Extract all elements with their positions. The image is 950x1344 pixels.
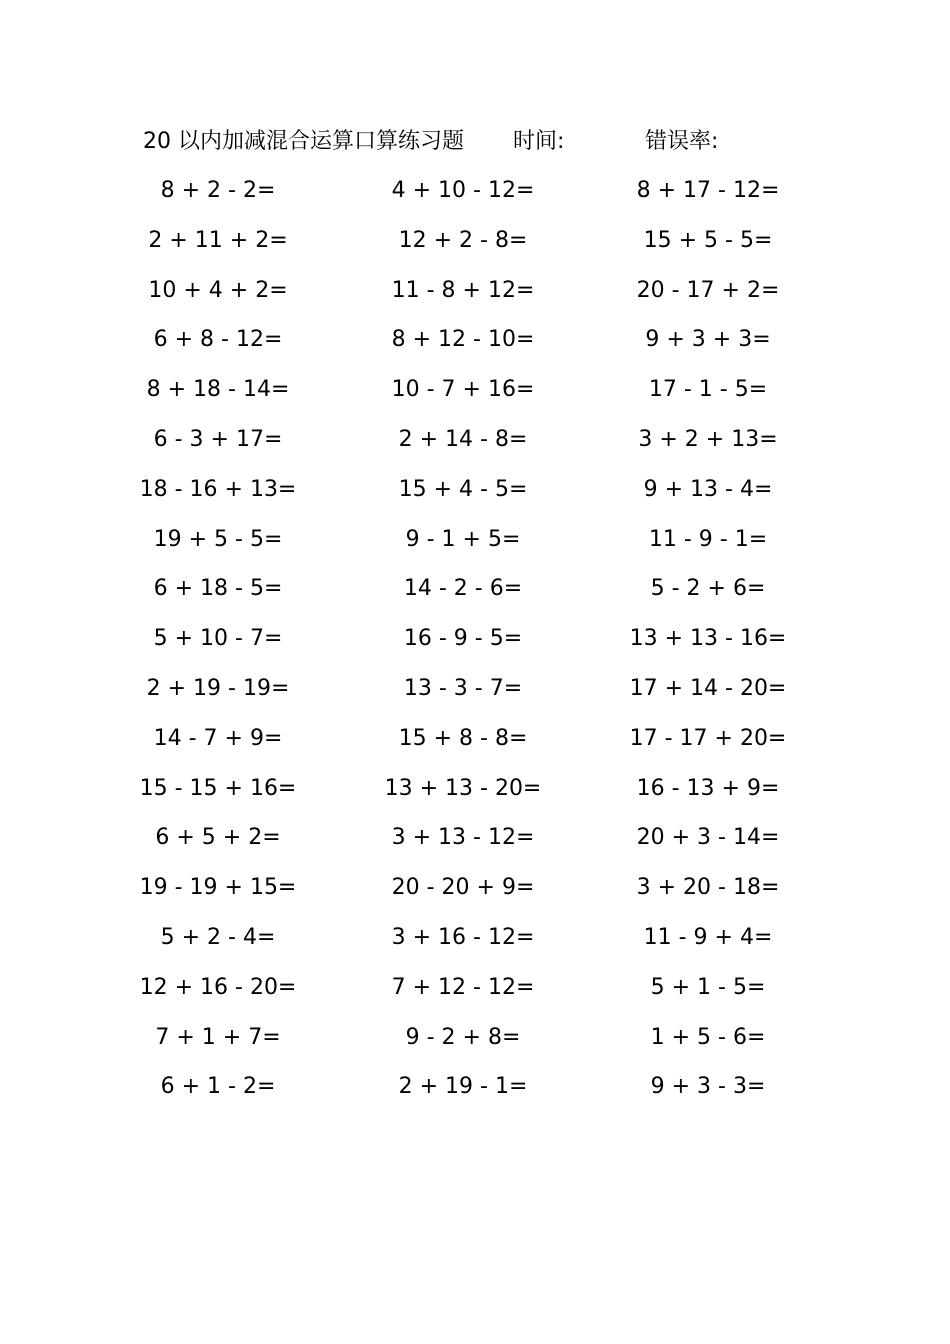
problem-row bbox=[0, 921, 950, 955]
arithmetic-problem: 11 - 8 + 12= bbox=[391, 278, 535, 303]
arithmetic-problem: 9 + 3 - 3= bbox=[650, 1074, 766, 1099]
arithmetic-problem: 8 + 17 - 12= bbox=[636, 178, 780, 203]
error-rate-label: 错误率: bbox=[645, 129, 719, 154]
arithmetic-problem: 17 - 17 + 20= bbox=[629, 726, 787, 751]
problem-row bbox=[0, 772, 950, 806]
arithmetic-problem: 1 + 5 - 6= bbox=[650, 1025, 766, 1050]
problem-row bbox=[0, 821, 950, 855]
arithmetic-problem: 9 - 2 + 8= bbox=[405, 1025, 521, 1050]
arithmetic-problem: 20 + 3 - 14= bbox=[636, 825, 780, 850]
arithmetic-problem: 9 + 13 - 4= bbox=[643, 477, 773, 502]
arithmetic-problem: 3 + 13 - 12= bbox=[391, 825, 535, 850]
arithmetic-problem: 17 - 1 - 5= bbox=[648, 377, 768, 402]
arithmetic-problem: 17 + 14 - 20= bbox=[629, 676, 787, 701]
worksheet-header bbox=[143, 126, 783, 158]
problem-row bbox=[0, 722, 950, 756]
arithmetic-problem: 15 + 4 - 5= bbox=[398, 477, 528, 502]
arithmetic-problem: 16 - 13 + 9= bbox=[636, 776, 780, 801]
arithmetic-problem: 9 + 3 + 3= bbox=[645, 327, 771, 352]
arithmetic-problem: 19 - 19 + 15= bbox=[139, 875, 297, 900]
arithmetic-problem: 5 - 2 + 6= bbox=[650, 576, 766, 601]
arithmetic-problem: 6 + 5 + 2= bbox=[155, 825, 281, 850]
problem-row bbox=[0, 971, 950, 1005]
problem-row bbox=[0, 274, 950, 308]
arithmetic-problem: 6 + 1 - 2= bbox=[160, 1074, 276, 1099]
problem-row bbox=[0, 572, 950, 606]
problem-row bbox=[0, 473, 950, 507]
arithmetic-problem: 10 + 4 + 2= bbox=[148, 278, 288, 303]
arithmetic-problem: 14 - 7 + 9= bbox=[153, 726, 283, 751]
arithmetic-problem: 3 + 2 + 13= bbox=[638, 427, 778, 452]
arithmetic-problem: 11 - 9 - 1= bbox=[648, 527, 768, 552]
arithmetic-problem: 15 - 15 + 16= bbox=[139, 776, 297, 801]
arithmetic-problem: 7 + 12 - 12= bbox=[391, 975, 535, 1000]
arithmetic-problem: 5 + 2 - 4= bbox=[160, 925, 276, 950]
arithmetic-problem: 12 + 2 - 8= bbox=[398, 228, 528, 253]
arithmetic-problem: 13 + 13 - 20= bbox=[384, 776, 542, 801]
arithmetic-problem: 2 + 14 - 8= bbox=[398, 427, 528, 452]
arithmetic-problem: 5 + 1 - 5= bbox=[650, 975, 766, 1000]
problem-row bbox=[0, 622, 950, 656]
problem-row bbox=[0, 672, 950, 706]
arithmetic-problem: 14 - 2 - 6= bbox=[403, 576, 523, 601]
arithmetic-problem: 3 + 20 - 18= bbox=[636, 875, 780, 900]
arithmetic-problem: 9 - 1 + 5= bbox=[405, 527, 521, 552]
worksheet-title: 20 以内加减混合运算口算练习题 bbox=[143, 129, 464, 154]
arithmetic-problem: 20 - 20 + 9= bbox=[391, 875, 535, 900]
arithmetic-problem: 8 + 2 - 2= bbox=[160, 178, 276, 203]
arithmetic-problem: 2 + 19 - 19= bbox=[146, 676, 290, 701]
arithmetic-problem: 11 - 9 + 4= bbox=[643, 925, 773, 950]
arithmetic-problem: 5 + 10 - 7= bbox=[153, 626, 283, 651]
arithmetic-problem: 2 + 19 - 1= bbox=[398, 1074, 528, 1099]
time-label: 时间: bbox=[513, 129, 565, 154]
arithmetic-problem: 8 + 12 - 10= bbox=[391, 327, 535, 352]
arithmetic-problem: 20 - 17 + 2= bbox=[636, 278, 780, 303]
arithmetic-problem: 12 + 16 - 20= bbox=[139, 975, 297, 1000]
arithmetic-problem: 10 - 7 + 16= bbox=[391, 377, 535, 402]
problem-row bbox=[0, 373, 950, 407]
arithmetic-problem: 6 + 8 - 12= bbox=[153, 327, 283, 352]
arithmetic-problem: 3 + 16 - 12= bbox=[391, 925, 535, 950]
arithmetic-problem: 7 + 1 + 7= bbox=[155, 1025, 281, 1050]
arithmetic-problem: 15 + 5 - 5= bbox=[643, 228, 773, 253]
arithmetic-problem: 2 + 11 + 2= bbox=[148, 228, 288, 253]
arithmetic-problem: 8 + 18 - 14= bbox=[146, 377, 290, 402]
arithmetic-problem: 19 + 5 - 5= bbox=[153, 527, 283, 552]
arithmetic-problem: 13 - 3 - 7= bbox=[403, 676, 523, 701]
problem-row bbox=[0, 1070, 950, 1104]
problem-row bbox=[0, 323, 950, 357]
problem-row bbox=[0, 1021, 950, 1055]
problem-row bbox=[0, 224, 950, 258]
arithmetic-problem: 6 + 18 - 5= bbox=[153, 576, 283, 601]
arithmetic-problem: 18 - 16 + 13= bbox=[139, 477, 297, 502]
arithmetic-problem: 15 + 8 - 8= bbox=[398, 726, 528, 751]
arithmetic-problem: 6 - 3 + 17= bbox=[153, 427, 283, 452]
problem-row bbox=[0, 174, 950, 208]
arithmetic-problem: 4 + 10 - 12= bbox=[391, 178, 535, 203]
problem-row bbox=[0, 871, 950, 905]
arithmetic-problem: 13 + 13 - 16= bbox=[629, 626, 787, 651]
arithmetic-problem: 16 - 9 - 5= bbox=[403, 626, 523, 651]
problem-row bbox=[0, 423, 950, 457]
problem-row bbox=[0, 523, 950, 557]
